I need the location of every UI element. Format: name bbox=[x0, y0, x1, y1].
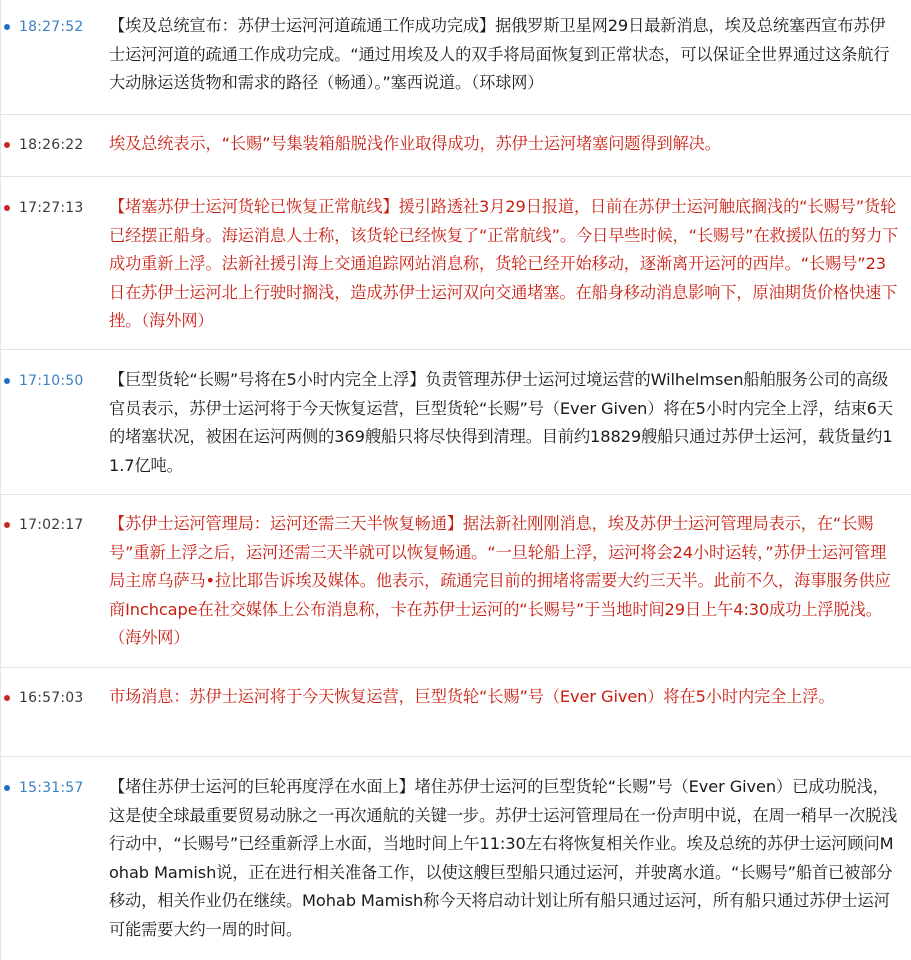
item-text: 市场消息：苏伊士运河将于今天恢复运营，巨型货轮“长赐”号（Ever Given）将在5小时内完全上浮。 bbox=[109, 687, 835, 706]
timeline-dot-icon bbox=[4, 785, 10, 791]
item-time: 17:27:13 bbox=[19, 200, 84, 216]
timeline-dot-icon bbox=[4, 522, 10, 528]
feed-item[interactable] bbox=[1, 495, 911, 668]
item-text: 【堵塞苏伊士运河货轮已恢复正常航线】援引路透社3月29日报道，日前在苏伊士运河触底搁浅的“长赐号”货轮已经摆正船身。海运消息人士称，该货轮已经恢复了“正常航线”。今日早些时候，“长赐号”在救援队伍的努力下成功重新上浮。法新社援引海上交通追踪网站消息称，货轮已经开始移动，逐渐离开运河的西岸。“长赐号”23日在苏伊士运河北上行驶时搁浅，造成苏伊士运河双向交通堵塞。在船身移动消息影响下，原油期货价格快速下挫。（海外网） bbox=[109, 197, 899, 330]
item-text: 埃及总统表示，“长赐”号集装箱船脱浅作业取得成功，苏伊士运河堵塞问题得到解决。 bbox=[109, 134, 721, 153]
timeline-dot-icon bbox=[4, 695, 10, 701]
item-time: 17:02:17 bbox=[19, 517, 84, 533]
item-time: 17:10:50 bbox=[19, 373, 84, 389]
feed-item[interactable] bbox=[1, 115, 911, 177]
item-time: 16:57:03 bbox=[19, 690, 84, 706]
feed-item[interactable] bbox=[1, 350, 911, 495]
item-time: 18:27:52 bbox=[19, 19, 84, 35]
timeline-dot-icon bbox=[4, 378, 10, 384]
feed-item[interactable] bbox=[1, 177, 911, 350]
feed-item[interactable] bbox=[1, 0, 911, 115]
item-text: 【巨型货轮“长赐”号将在5小时内完全上浮】负责管理苏伊士运河过境运营的Wilhelmsen船舶服务公司的高级官员表示，苏伊士运河将于今天恢复运营，巨型货轮“长赐”号（Ever Given）将在5小时内完全上浮，结束6天的堵塞状况，被困在运河两侧的369艘船只将尽快得到清理。目前约18829艘船只通过苏伊士运河，载货量约11.7亿吨。 bbox=[109, 370, 893, 475]
item-text: 【埃及总统宣布：苏伊士运河河道疏通工作成功完成】据俄罗斯卫星网29日最新消息，埃及总统塞西宣布苏伊士运河河道的疏通工作成功完成。“通过用埃及人的双手将局面恢复到正常状态，可以保证全世界通过这条航行大动脉运送货物和需求的路径（畅通）。”塞西说道。（环球网） bbox=[109, 16, 890, 92]
timeline-dot-icon bbox=[4, 205, 10, 211]
timeline-dot-icon bbox=[4, 24, 10, 30]
feed-item[interactable] bbox=[1, 757, 911, 960]
feed-item[interactable] bbox=[1, 668, 911, 757]
item-text: 【堵住苏伊士运河的巨轮再度浮在水面上】堵住苏伊士运河的巨型货轮“长赐”号（Ever Given）已成功脱浅，这是使全球最重要贸易动脉之一再次通航的关键一步。苏伊士运河管理局在一份声明中说，在周一稍早一次脱浅行动中，“长赐号”已经重新浮上水面，当地时间上午11:30左右将恢复相关作业。埃及总统的苏伊士运河顾问Mohab Mamish说，正在进行相关准备工作，以使这艘巨型船只通过运河，并驶离水道。“长赐号”船首已被部分移动，相关作业仍在继续。Mohab Mamish称今天将启动计划让所有船只通过运河，所有船只通过苏伊士运河可能需要大约一周的时间。 bbox=[109, 777, 898, 939]
timeline-dot-icon bbox=[4, 142, 10, 148]
item-time: 15:31:57 bbox=[19, 780, 84, 796]
item-time: 18:26:22 bbox=[19, 137, 84, 153]
item-text: 【苏伊士运河管理局：运河还需三天半恢复畅通】据法新社刚刚消息，埃及苏伊士运河管理局表示，在“长赐号”重新上浮之后，运河还需三天半就可以恢复畅通。“一旦轮船上浮，运河将会24小时运转，”苏伊士运河管理局主席乌萨马•拉比耶告诉埃及媒体。他表示，疏通完目前的拥堵将需要大约三天半。此前不久，海事服务供应商Inchcape在社交媒体上公布消息称，卡在苏伊士运河的“长赐号”于当地时间29日上午4:30成功上浮脱浅。（海外网） bbox=[109, 514, 891, 647]
